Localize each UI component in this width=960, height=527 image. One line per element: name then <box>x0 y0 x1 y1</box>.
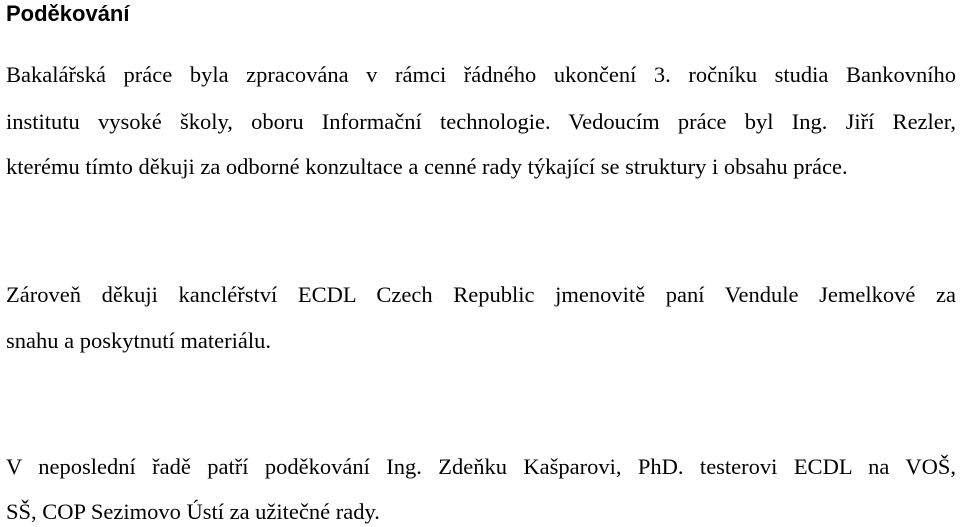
paragraph-1-line-3: kterému tímto děkuji za odborné konzultace a cenné rady týkající se struktury i obsahu práce. <box>6 154 848 179</box>
paragraph-1-line-1: Bakalářská práce byla zpracována v rámci řádného ukončení 3. ročníku studia Bankovního <box>6 62 956 87</box>
paragraph-1-line-2: institutu vysoké školy, oboru Informační technologie. Vedoucím práce byl Ing. Jiří Rezler, <box>6 109 956 134</box>
paragraph-3-line-2: SŠ, COP Sezimovo Ústí za užitečné rady. <box>6 499 380 524</box>
paragraph-2-line-2: snahu a poskytnutí materiálu. <box>6 328 271 353</box>
paragraph-3-line-1: V neposlední řadě patří poděkování Ing. Zdeňku Kašparovi, PhD. testerovi ECDL na VOŠ, <box>6 454 956 479</box>
paragraph-2-line-1: Zároveň děkuji kancléřství ECDL Czech Republic jmenovitě paní Vendule Jemelkové za <box>6 282 956 307</box>
heading-podekovani: Poděkování <box>6 1 130 26</box>
